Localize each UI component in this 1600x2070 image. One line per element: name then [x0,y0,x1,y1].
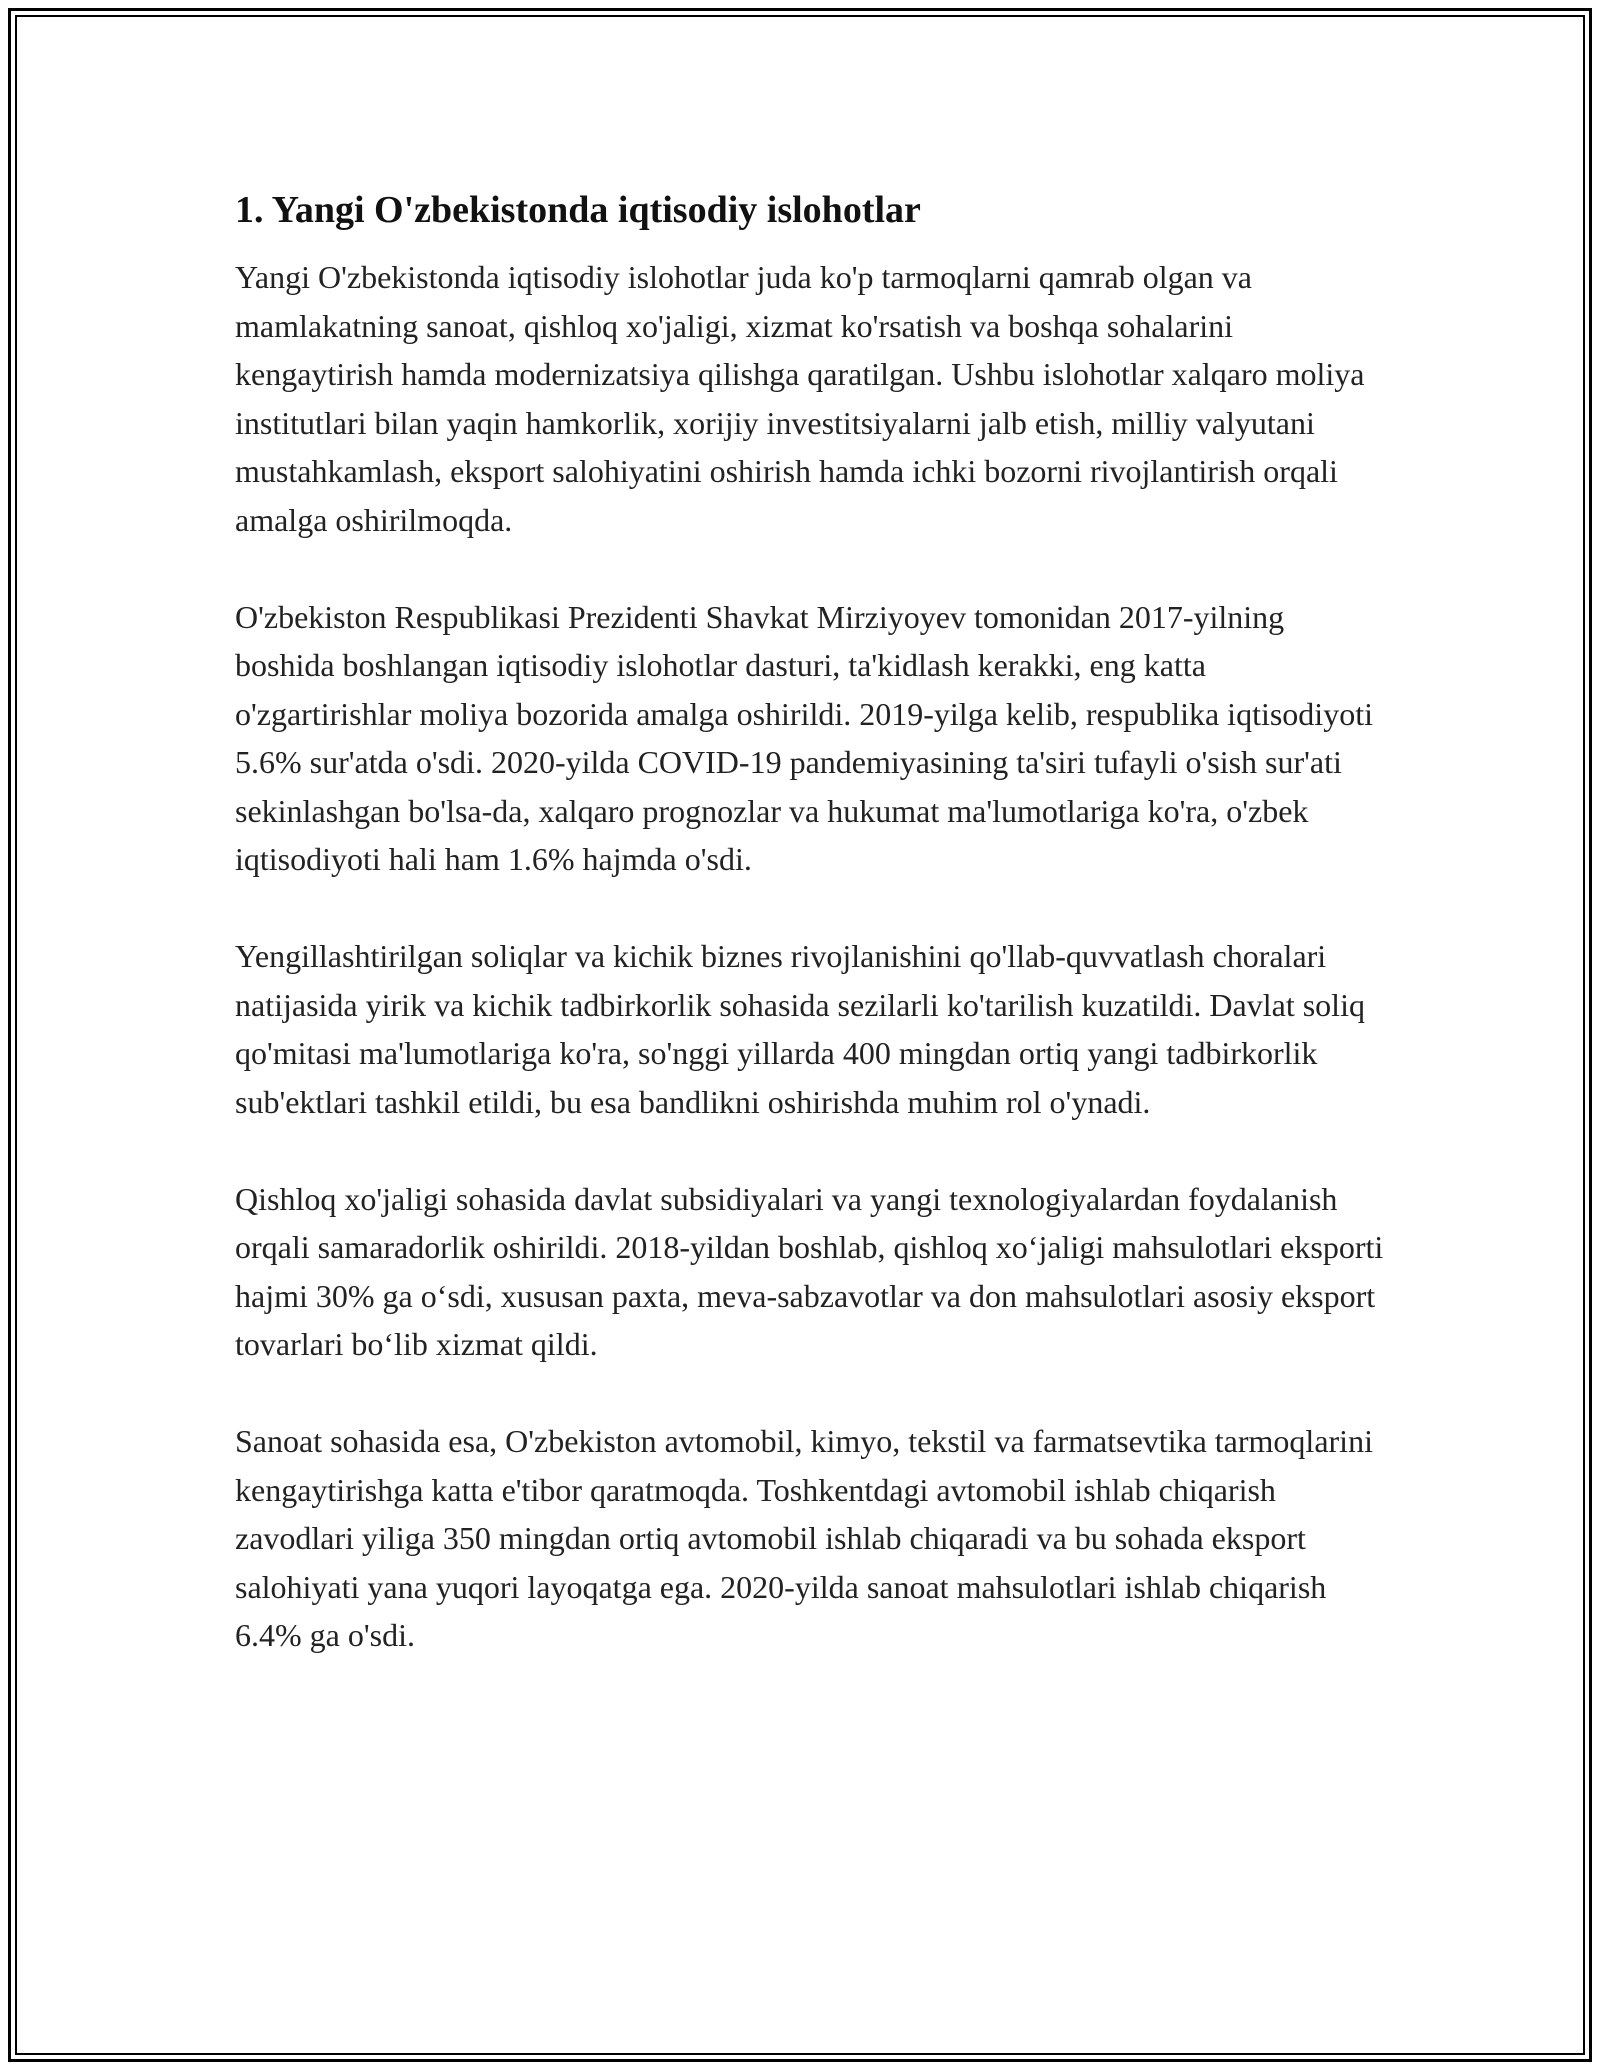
paragraph-intro: Yangi O'zbekistonda iqtisodiy islohotlar juda ko'p tarmoqlarni qamrab olgan va mamlakatning sanoat, qishloq xo'jaligi, xizmat ko'rsatish va boshqa sohalarini kengaytirish hamda modernizatsiya qilishga qaratilgan. Ushbu islohotlar xalqaro moliya institutlari bilan yaqin hamkorlik, xorijiy investitsiyalarni jalb etish, milliy valyutani mustahkamlash, eksport salohiyatini oshirish hamda ichki bozorni rivojlantirish orqali amalga oshirilmoqda. [235,259,1365,538]
paragraph-agriculture: Qishloq xo'jaligi sohasida davlat subsidiyalari va yangi texnologiyalardan foydalanish orqali samaradorlik oshirildi. 2018-yildan boshlab, qishloq xo‘jaligi mahsulotlari eksporti hajmi 30% ga o‘sdi, xususan paxta, meva-sabzavotlar va don mahsulotlari asosiy eksport tovarlari bo‘lib xizmat qildi. [235,1180,1384,1362]
paragraph-industry: Sanoat sohasida esa, O'zbekiston avtomobil, kimyo, tekstil va farmatsevtika tarmoqlarini kengaytirishga katta e'tibor qaratmoqda. Toshkentdagi avtomobil ishlab chiqarish zavodlari yiliga 350 mingdan ortiq avtomobil ishlab chiqaradi va bu sohada eksport salohiyati yana yuqori layoqatga ega. 2020-yilda sanoat mahsulotlari ishlab chiqarish 6.4% ga o'sdi. [235,1423,1373,1653]
document-body [235,185,1385,1708]
section-heading: 1. Yangi O'zbekistonda iqtisodiy islohotlar [235,189,921,231]
paragraph-small-business: Yengillashtirilgan soliqlar va kichik biznes rivojlanishini qo'llab-quvvatlash choralari natijasida yirik va kichik tadbirkorlik sohasida sezilarli ko'tarilish kuzatildi. Davlat soliq qo'mitasi ma'lumotlariga ko'ra, so'nggi yillarda 400 mingdan ortiq yangi tadbirkorlik sub'ektlari tashkil etildi, bu esa bandlikni oshirishda muhim rol o'ynadi. [235,938,1365,1120]
paragraph-reforms-growth: O'zbekiston Respublikasi Prezidenti Shavkat Mirziyoyev tomonidan 2017-yilning boshida boshlangan iqtisodiy islohotlar dasturi, ta'kidlash kerakki, eng katta o'zgartirishlar moliya bozorida amalga oshirildi. 2019-yilga kelib, respublika iqtisodiyoti 5.6% sur'atda o'sdi. 2020-yilda COVID-19 pandemiyasining ta'siri tufayli o'sish sur'ati sekinlashgan bo'lsa-da, xalqaro prognozlar va hukumat ma'lumotlariga ko'ra, o'zbek iqtisodiyoti hali ham 1.6% hajmda o'sdi. [235,598,1373,877]
